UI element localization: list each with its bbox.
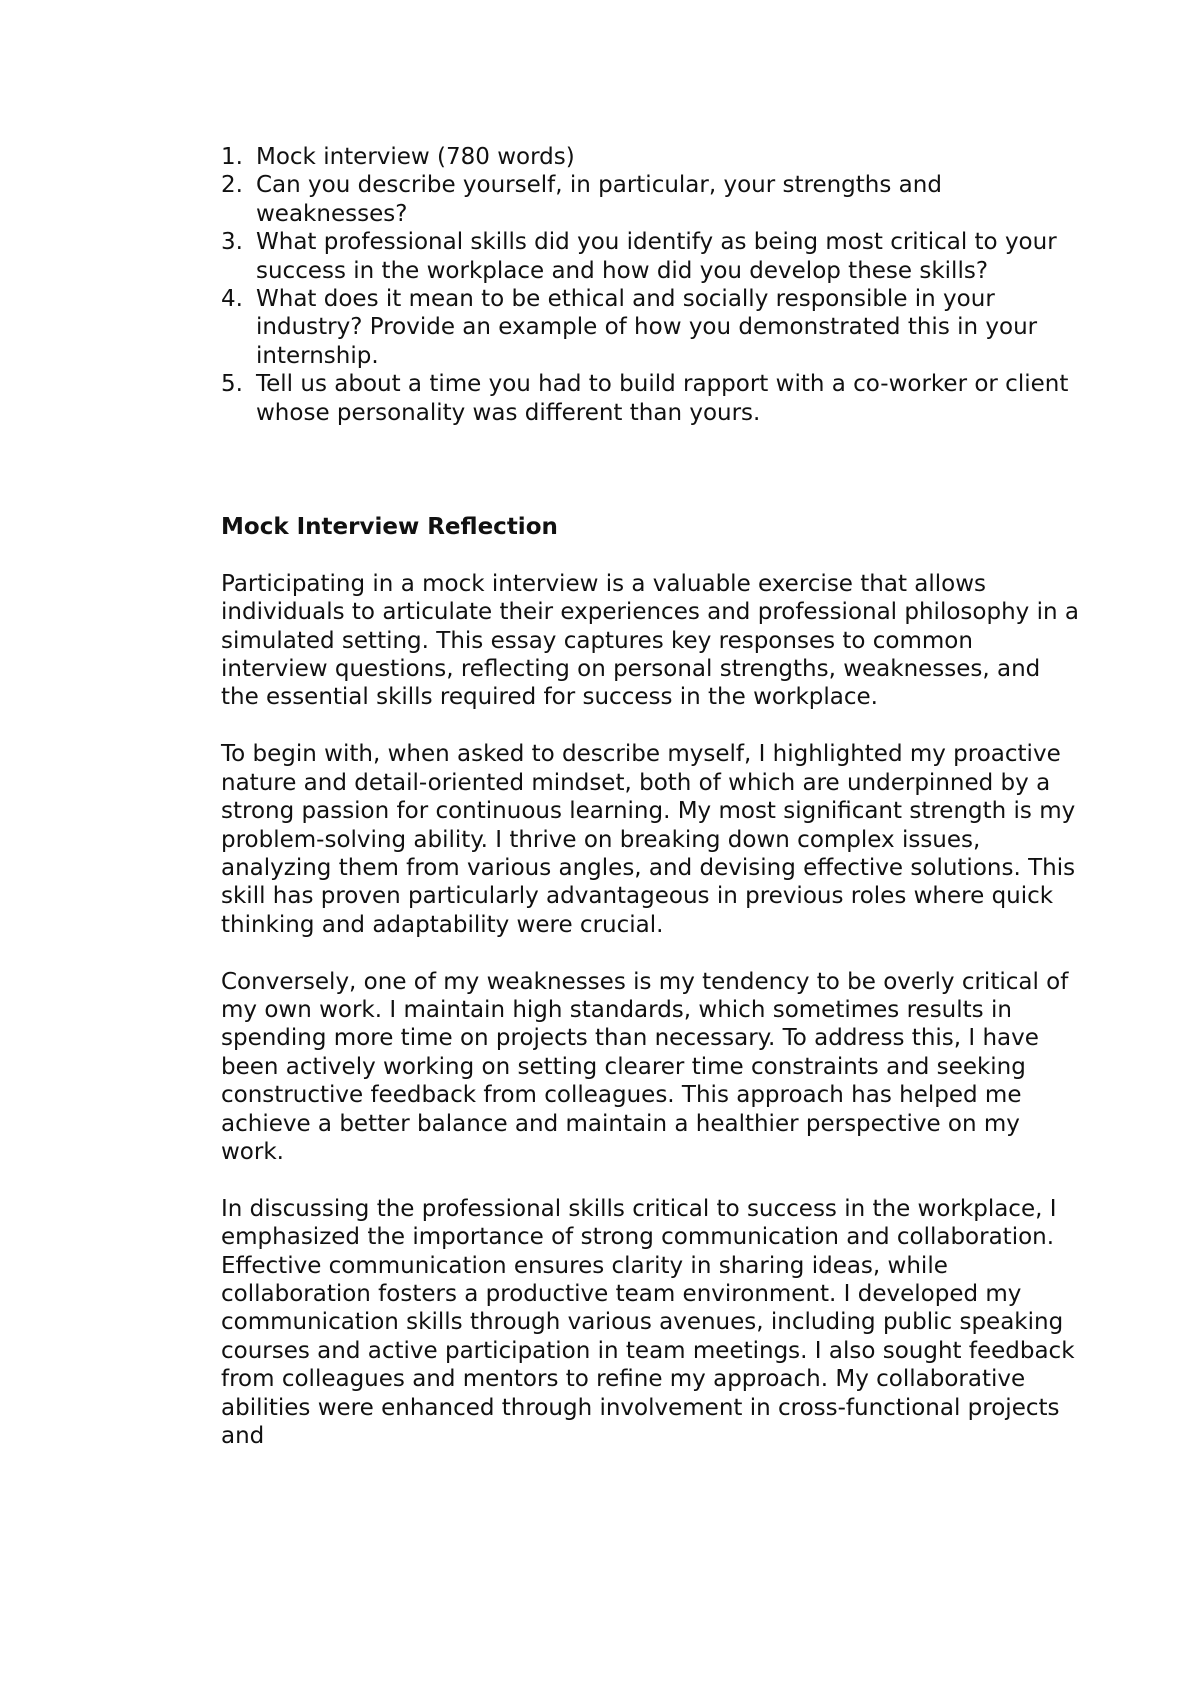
question-text: What professional skills did you identify as being most critical to your success in the workplace and how did you develop these skills?: [256, 229, 1057, 284]
essay-title: Mock Interview Reflection: [221, 514, 558, 541]
essay-paragraph: In discussing the professional skills critical to success in the workplace, I emphasized the importance of strong communication and collaboration. Effective communication ensures clarity in sharing ideas, while collaboration fosters a productive team environment. I developed my communication skills through various avenues, including public speaking courses and active participation in team meetings. I also sought feedback from colleagues and mentors to refine my approach. My collaborative abilities were enhanced through involvement in cross-functional projects and: [221, 1195, 1075, 1449]
question-number: 4.: [221, 286, 243, 313]
question-item: [221, 171, 1081, 228]
question-number: 2.: [221, 172, 243, 199]
question-text: What does it mean to be ethical and socially responsible in your industry? Provide an example of how you demonstrated this in your internship.: [256, 286, 1038, 369]
question-number: 1.: [221, 144, 243, 170]
essay-paragraph: To begin with, when asked to describe myself, I highlighted my proactive nature and detail-oriented mindset, both of which are underpinned by a strong passion for continuous learning. My most significant strength is my problem-solving ability. I thrive on breaking down complex issues, analyzing them from various angles, and devising effective solutions. This skill has proven particularly advantageous in previous roles where quick thinking and adaptability were crucial.: [221, 741, 1076, 938]
question-item: [221, 143, 1081, 171]
question-text: Mock interview (780 words): [256, 144, 575, 170]
question-item: [221, 370, 1081, 427]
essay-paragraph: Conversely, one of my weaknesses is my tendency to be overly critical of my own work. I maintain high standards, which sometimes results in spending more time on projects than necessary. To address this, I have been actively working on setting clearer time constraints and seeking constructive feedback from colleagues. This approach has helped me achieve a better balance and maintain a healthier perspective on my work.: [221, 968, 1069, 1165]
question-item: [221, 228, 1081, 285]
question-text: Can you describe yourself, in particular, your strengths and weaknesses?: [256, 172, 942, 227]
question-number: 3.: [221, 229, 243, 256]
question-item: [221, 285, 1081, 370]
document-page: [221, 143, 1081, 1450]
question-number: 5.: [221, 371, 243, 398]
question-list: [221, 143, 1081, 427]
question-text: Tell us about a time you had to build rapport with a co-worker or client whose personality was different than yours.: [256, 371, 1069, 426]
essay-paragraph: Participating in a mock interview is a valuable exercise that allows individuals to articulate their experiences and professional philosophy in a simulated setting. This essay captures key responses to common interview questions, reflecting on personal strengths, weaknesses, and the essential skills required for success in the workplace.: [221, 570, 1079, 711]
